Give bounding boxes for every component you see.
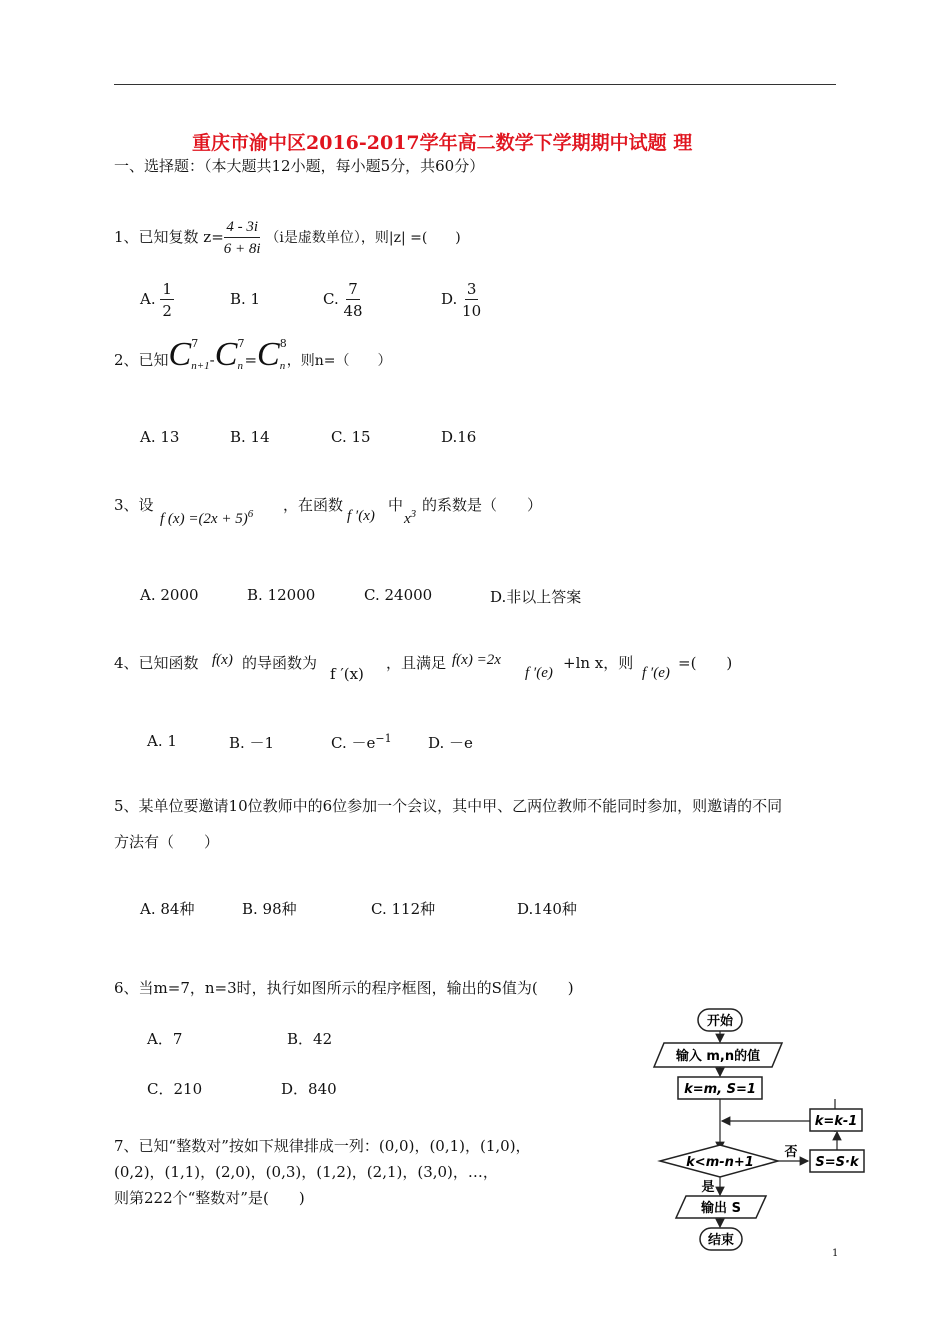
- q1-a-num: 1: [162, 280, 172, 298]
- condition-label: k<m-n+1: [686, 1155, 754, 1170]
- q4-option-b: B. －1: [229, 734, 275, 752]
- q1-denominator: 6 + 8i: [223, 241, 261, 257]
- q4-equation: f(x) =2x: [452, 652, 501, 668]
- q7-line-2: (0,2)，(1,1)，(2,0)，(0,3)，(1,2)，(2,1)，(3,0)，…，: [114, 1163, 498, 1181]
- q1-option-a: [140, 280, 174, 320]
- q3-x: x: [404, 511, 411, 527]
- combination-2: C: [214, 336, 238, 373]
- q1-option-d: [441, 280, 481, 320]
- q2-suffix: ，则n=（ ）: [286, 353, 392, 369]
- q1-d-label: D.: [441, 290, 458, 308]
- q1-numerator: 4 - 3i: [224, 218, 260, 238]
- q3-function: [160, 508, 253, 528]
- input-label: 输入 m,n的值: [675, 1049, 761, 1064]
- q4-option-a: A. 1: [147, 732, 177, 750]
- program-flowchart: [650, 1005, 870, 1255]
- q4-eq2: +ln x，则: [563, 654, 634, 672]
- q3-mid2: 中: [388, 496, 404, 514]
- q2-prefix: 2、已知: [114, 351, 169, 369]
- combination-3-indices: [280, 338, 287, 372]
- q2-option-d: D.16: [441, 428, 477, 446]
- q4-suffix: =( ): [678, 654, 733, 672]
- q3-func: f (x) =(2x + 5): [160, 511, 248, 527]
- q1-option-c: [323, 280, 363, 320]
- q4-prefix: 4、已知函数: [114, 654, 199, 672]
- q1-d-fraction: [462, 280, 481, 320]
- q5-option-b: B. 98种: [242, 900, 297, 918]
- q3-x-sup: 3: [410, 508, 417, 520]
- end-label: 结束: [707, 1233, 735, 1248]
- combination-1: C: [168, 336, 192, 373]
- q3-prefix: 3、设: [114, 496, 154, 514]
- q6-option-a: A．7: [147, 1030, 183, 1048]
- q4-mid: 的导函数为: [242, 654, 318, 672]
- q1-a-label: A.: [140, 290, 156, 308]
- q5-option-c: C. 112种: [371, 900, 436, 918]
- q5-line-2: 方法有（ ）: [114, 833, 220, 851]
- q4-mid2: ，且满足: [386, 654, 447, 672]
- output-label: 输出 S: [701, 1201, 741, 1216]
- q1-c-label: C.: [323, 290, 339, 308]
- q6-stem: 6、当m=7，n=3时，执行如图所示的程序框图，输出的S值为( ): [114, 979, 574, 997]
- q4-fx: f(x): [212, 652, 233, 668]
- no-label: 否: [784, 1145, 798, 1160]
- q3-xterm: [404, 508, 416, 528]
- q1-c-fraction: [344, 280, 363, 320]
- update-k-label: k=k-1: [814, 1114, 858, 1129]
- page-number: 1: [832, 1248, 839, 1259]
- question-1: [114, 218, 461, 258]
- q4-c-sup: −1: [375, 732, 392, 745]
- q3-option-c: C. 24000: [364, 586, 433, 604]
- q1-suffix: （i是虚数单位），则|z| =( ): [265, 230, 461, 246]
- page-title: 重庆市渝中区2016-2017学年高二数学下学期期中试题 理: [192, 132, 693, 154]
- q1-c-num: 7: [348, 280, 358, 298]
- q4-option-d: D. －e: [428, 734, 473, 752]
- q1-fraction: [224, 218, 261, 258]
- c1-sub: n+1: [191, 360, 210, 373]
- q5-option-a: A. 84种: [140, 900, 195, 918]
- q6-option-d: D．840: [281, 1080, 337, 1098]
- c3-sub: n: [279, 360, 286, 373]
- combination-3: C: [257, 336, 280, 373]
- q3-mid: ，在函数: [283, 496, 344, 514]
- q6-option-c: C．210: [147, 1080, 203, 1098]
- q4-fpe2: f ′(e): [642, 665, 670, 681]
- start-label: 开始: [706, 1014, 734, 1029]
- q1-d-den: 10: [462, 302, 482, 320]
- q1-option-b: B. 1: [230, 290, 261, 308]
- q5-line-1: 5、某单位要邀请10位教师中的6位参加一个会议，其中甲、乙两位教师不能同时参加，则邀请的不同: [114, 797, 783, 815]
- q7-line-3: 则第222个“整数对”是( ): [114, 1189, 305, 1207]
- q6-option-b: B．42: [287, 1030, 333, 1048]
- init-label: k=m, S=1: [684, 1082, 756, 1097]
- q3-option-b: B. 12000: [247, 586, 316, 604]
- q2-minus: -: [209, 351, 215, 369]
- q3-option-d: D.非以上答案: [490, 588, 582, 606]
- yes-label: 是: [701, 1180, 715, 1195]
- update-s-label: S=S·k: [815, 1155, 859, 1170]
- q2-option-a: A. 13: [140, 428, 180, 446]
- q1-prefix: 1、已知复数 z=: [114, 228, 224, 246]
- section-heading: 一、选择题：（本大题共12小题，每小题5分，共60分）: [114, 157, 485, 175]
- q3-func-sup: 6: [247, 508, 254, 520]
- q4-c-text: C. －e: [331, 734, 376, 752]
- q2-eq: =: [244, 351, 258, 369]
- q5-option-d: D.140种: [517, 900, 577, 918]
- q3-option-a: A. 2000: [140, 586, 199, 604]
- q1-a-fraction: [160, 280, 174, 320]
- combination-1-indices: [191, 338, 209, 372]
- q1-a-den: 2: [162, 302, 172, 320]
- question-2: [114, 338, 391, 372]
- q7-line-1: 7、已知“整数对”按如下规律排成一列：(0,0)，(0,1)，(1,0)，: [114, 1137, 531, 1155]
- c2-sup: 7: [237, 337, 245, 350]
- q2-option-c: C. 15: [331, 428, 371, 446]
- q4-fpx: f ′(x): [330, 665, 364, 683]
- q1-d-num: 3: [466, 280, 477, 298]
- q3-suffix: 的系数是（ ）: [422, 496, 543, 514]
- header-rule: [114, 84, 836, 85]
- q4-option-c: [331, 732, 392, 753]
- c2-sub: n: [237, 360, 243, 373]
- q3-derivative: f ′(x): [347, 508, 375, 524]
- q4-fpe: f ′(e): [525, 665, 553, 681]
- q2-option-b: B. 14: [230, 428, 270, 446]
- c1-sup: 7: [191, 337, 199, 350]
- q1-c-den: 48: [343, 302, 363, 320]
- c3-sup: 8: [279, 337, 287, 350]
